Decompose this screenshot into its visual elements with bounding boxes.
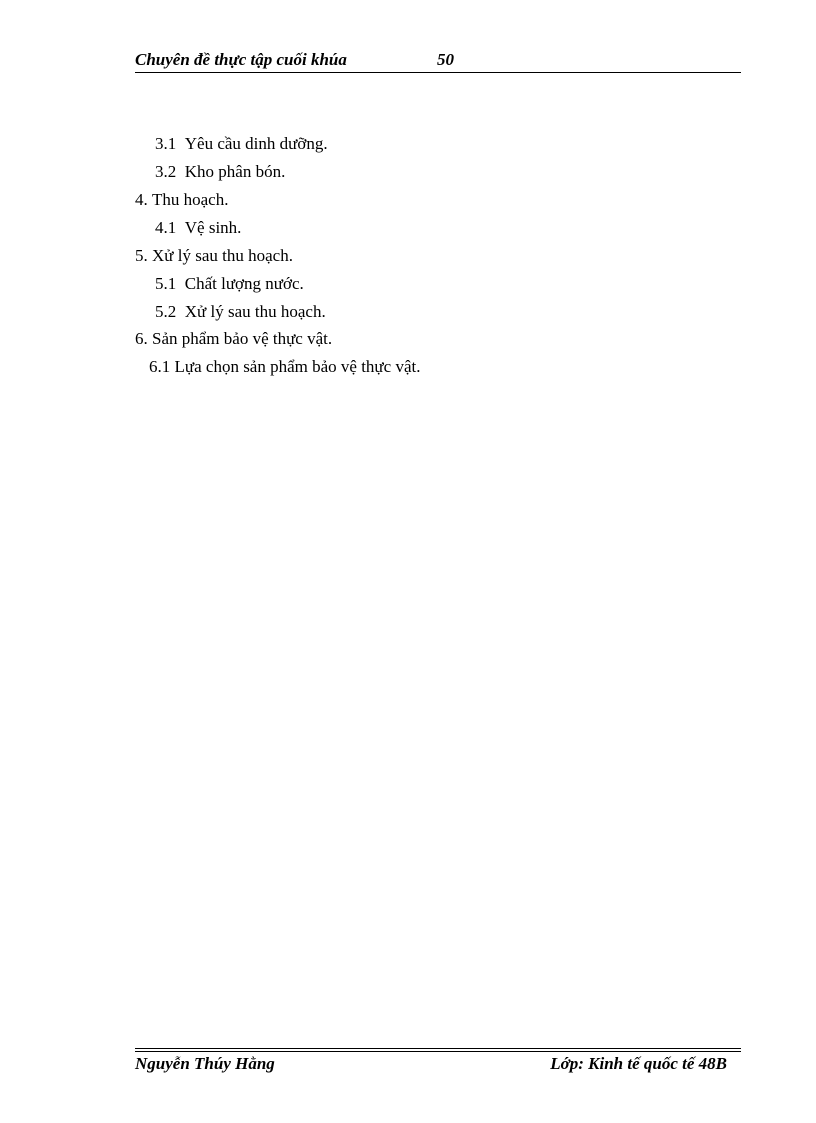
class-label: Lớp: Kinh tế quốc tế 48B [550,1054,727,1073]
outline-item-text: Thu hoạch. [152,190,229,209]
outline-item-number: 5.1 [155,274,177,293]
outline-item [155,274,304,294]
outline-item [155,162,285,182]
outline-item-number: 4. [135,190,148,209]
outline-item [155,302,326,322]
author-name: Nguyễn Thúy Hằng [135,1054,275,1073]
page-header [135,48,741,73]
outline-item-text: Vệ sinh. [184,218,242,237]
outline-item [135,190,228,210]
outline-item-text: Lựa chọn sản phẩm bảo vệ thực vật. [174,357,421,376]
outline-item [155,218,241,238]
outline-item-text: Xử lý sau thu hoạch. [152,246,293,265]
outline-item-text: Chất lượng nước. [184,274,304,293]
outline-item-number: 5. [135,246,148,265]
outline-item [149,357,420,377]
outline-item-text: Sản phẩm bảo vệ thực vật. [152,329,333,348]
document-title: Chuyên đề thực tập cuối khúa [135,50,347,69]
outline-item [135,329,332,349]
outline-item-number: 3.2 [155,162,177,181]
outline-item-number: 4.1 [155,218,177,237]
footer-rule [135,1051,741,1052]
outline-item-number: 6. [135,329,148,348]
outline-item-text: Xử lý sau thu hoạch. [184,302,326,321]
page-number: 50 [437,50,454,69]
outline-item-number: 5.2 [155,302,177,321]
outline-item-text: Yêu cầu dinh dưỡng. [184,134,328,153]
outline-item [155,134,328,154]
outline-item-number: 3.1 [155,134,177,153]
outline-item [135,246,293,266]
outline-item-text: Kho phân bón. [184,162,286,181]
page-footer [135,1048,741,1078]
outline-item-number: 6.1 [149,357,171,376]
footer-rule [135,1048,741,1049]
